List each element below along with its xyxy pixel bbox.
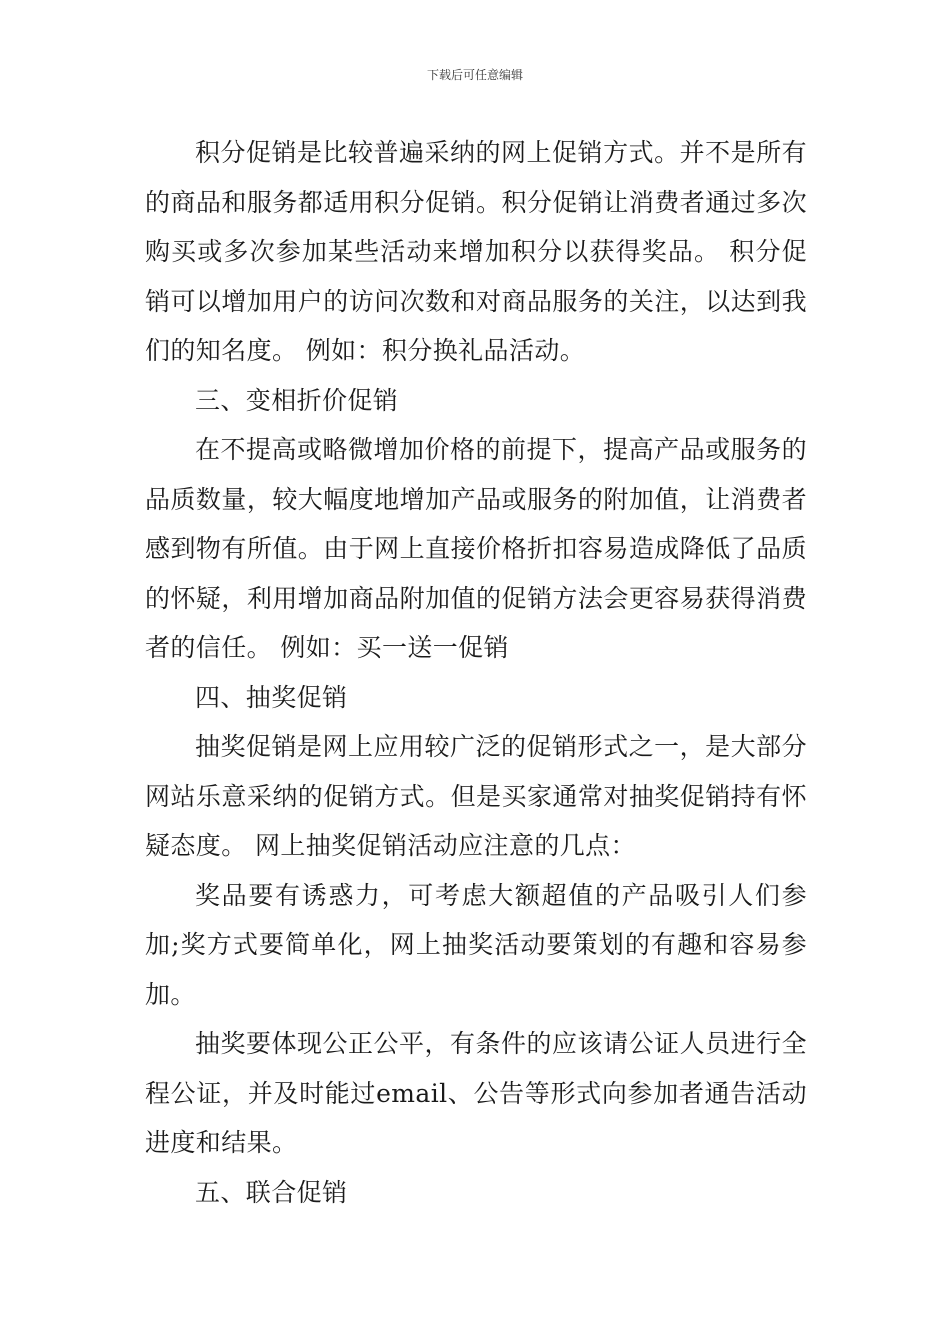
section-heading-4: 四、抽奖促销	[195, 682, 348, 712]
page-header: 下载后可任意编辑	[426, 68, 523, 82]
document-body	[145, 128, 807, 1217]
paragraph-lottery-intro: 抽奖促销是网上应用较广泛的促销形式之一，是大部分网站乐意采纳的促销方式。但是买家通常对抽奖促销持有怀疑态度。 网上抽奖促销活动应注意的几点：	[145, 732, 807, 860]
section-heading-3: 三、变相折价促销	[195, 385, 399, 415]
paragraph-lottery-prize: 奖品要有诱惑力，可考虑大额超值的产品吸引人们参加;奖方式要简单化，网上抽奖活动要策划的有趣和容易参加。	[145, 880, 807, 1009]
paragraph-disguised-discount: 在不提高或略微增加价格的前提下，提高产品或服务的品质数量，较大幅度地增加产品或服务的附加值，让消费者感到物有所值。由于网上直接价格折扣容易造成降低了品质的怀疑，利用增加商品附加值的促销方法会更容易获得消费者的信任。 例如：买一送一促销	[145, 435, 807, 662]
paragraph-lottery-fairness: 抽奖要体现公正公平，有条件的应该请公证人员进行全程公证，并及时能过email、公告等形式向参加者通告活动进度和结果。	[145, 1029, 807, 1157]
paragraph-points-promotion: 积分促销是比较普遍采纳的网上促销方式。并不是所有的商品和服务都适用积分促销。积分促销让消费者通过多次购买或多次参加某些活动来增加积分以获得奖品。 积分促销可以增加用户的访问次数和对商品服务的关注，以达到我们的知名度。 例如：积分换礼品活动。	[145, 138, 807, 365]
section-heading-5: 五、联合促销	[195, 1177, 348, 1207]
